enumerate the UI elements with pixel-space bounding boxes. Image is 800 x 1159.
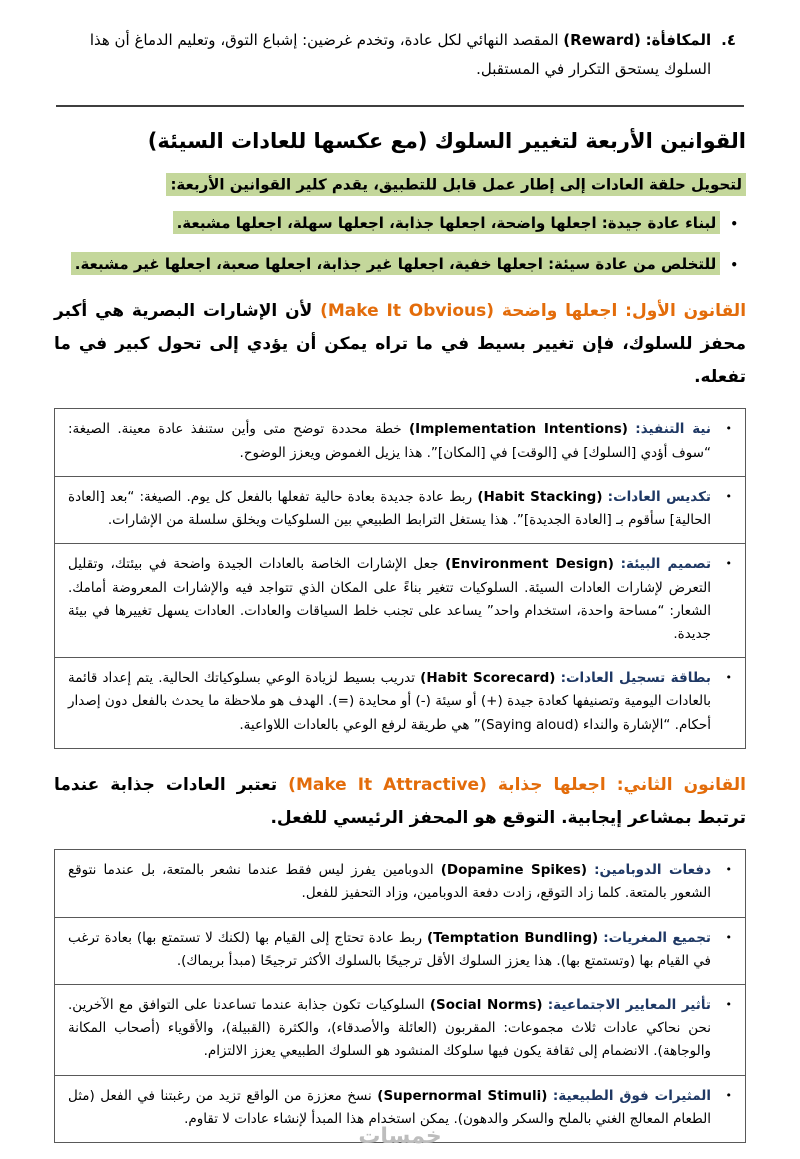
term-keyword-en: (Habit Scorecard): [420, 670, 556, 687]
term-keyword-en: (Supernormal Stimuli): [377, 1087, 548, 1104]
law1-heading: [54, 295, 746, 394]
law2-table: [54, 849, 746, 1143]
reward-term: المكافأة:: [645, 31, 712, 49]
row-text: [68, 927, 711, 973]
table-row: [55, 850, 745, 917]
term-keyword-en: (Environment Design): [445, 556, 614, 573]
table-row: [55, 658, 745, 748]
term-keyword-en: (Social Norms): [429, 996, 543, 1013]
term-label: المثيرات فوق الطبيعية:: [552, 1087, 712, 1104]
law2-title: القانون الثاني: اجعلها جذابة: [497, 774, 746, 795]
table-row: [55, 985, 745, 1076]
bullet-icon: •: [725, 489, 732, 503]
bad-habit-rule: للتخلص من عادة سيئة: اجعلها خفية، اجعلها غير جذابة، اجعلها صعبة، اجعلها غير مشبعة.: [71, 252, 721, 275]
term-keyword-en: (Implementation Intentions): [409, 421, 628, 438]
khamsat-watermark: خمسات: [358, 1124, 442, 1149]
section-divider: [56, 105, 744, 107]
table-row: [55, 918, 745, 985]
bullet-icon: •: [725, 930, 732, 944]
table-row: [55, 409, 745, 476]
bullet-icon: •: [725, 997, 732, 1011]
list-item-good-habit: [54, 211, 746, 234]
row-text: [68, 994, 711, 1064]
term-label: بطاقة تسجيل العادات:: [560, 670, 711, 687]
term-label: دفعات الدوبامين:: [594, 862, 711, 879]
table-row: [55, 477, 745, 544]
law2-keyword-en: (Make It Attractive): [288, 774, 487, 795]
bullet-icon: •: [725, 1088, 732, 1102]
term-description: خطة محددة توضح متى وأين ستنفذ عادة معينة. الصيغة: “سوف أؤدي [السلوك] في [الوقت] في [المكان]”. هذا يزيل الغموض ويعزز الوضوح.: [68, 421, 711, 461]
intro-highlight: لتحويل حلقة العادات إلى إطار عمل قابل للتطبيق، يقدم كلير القوانين الأربعة:: [166, 173, 746, 196]
term-description: السلوكيات تكون جذابة عندما تساعدنا على التوافق مع الآخرين. نحن نحاكي عادات ثلاث مجموعات: المقربون (العائلة والأصدقاء)، والكثرة (القبيلة)، والأقوياء (أصحاب المكانة والوجاهة). الانضمام إلى ثقافة يكون فيها سلوكك المنشود هو السلوك الطبيعي يعزز الالتزام.: [68, 996, 711, 1060]
law2-heading: [54, 769, 746, 835]
law1-table: [54, 408, 746, 748]
good-habit-rule: لبناء عادة جيدة: اجعلها واضحة، اجعلها جذابة، اجعلها سهلة، اجعلها مشبعة.: [173, 211, 721, 234]
four-laws-summary-list: [54, 211, 746, 275]
law1-title: القانون الأول: اجعلها واضحة: [501, 301, 747, 321]
term-description: ربط عادة جديدة بعادة حالية تفعلها بالفعل كل يوم. الصيغة: “بعد [العادة الحالية] سأقوم بـ [العادة الجديدة]”. هذا يستغل الترابط الطبيعي بين السلوكيات ويخلق سلسلة من الإشارات.: [68, 488, 711, 529]
term-description: ربط عادة تحتاج إلى القيام بها (لكنك لا تستمتع بها) بعادة ترغب في القيام بها (وتستمتع بها). هذا يعزز السلوك الأقل ترجيحًا بالسلوك الأكثر ترجيحًا (مبدأ بريماك).: [68, 929, 711, 969]
term-label: تجميع المغريات:: [603, 929, 712, 946]
reward-paragraph: [54, 26, 711, 83]
term-keyword-en: (Habit Stacking): [477, 488, 603, 505]
law1-keyword-en: (Make It Obvious): [320, 301, 495, 321]
reward-description: المقصد النهائي لكل عادة، وتخدم غرضين: إشباع التوق، وتعليم الدماغ أن هذا السلوك يستحق التكرار في المستقبل.: [89, 31, 712, 78]
item-number: ٤.: [721, 31, 736, 49]
row-text: [68, 418, 711, 464]
term-description: تدريب بسيط لزيادة الوعي بسلوكياتك الحالية. يتم إعداد قائمة بالعادات اليومية وتصنيفها كعادة جيدة (+) أو سيئة (-) أو محايدة (=). الهدف هو ملاحظة ما يحدث بالفعل دون إصدار أحكام. “الإشارة والنداء (Saying aloud)” هي طريقة لرفع الوعي بالعادات اللاواعية.: [68, 670, 711, 733]
term-label: تأثير المعايير الاجتماعية:: [547, 996, 711, 1013]
table-row: [55, 544, 745, 658]
bullet-icon: •: [730, 257, 738, 272]
row-text: [68, 553, 711, 646]
law2-subtitle: تعتبر العادات جذابة عندما ترتبط بمشاعر إيجابية. التوقع هو المحفز الرئيسي للفعل.: [54, 774, 746, 828]
row-text: [68, 486, 711, 532]
term-description: نسخ معززة من الواقع تزيد من رغبتنا في الفعل (مثل الطعام المعالج الغني بالملح والسكر والدهون). يمكن استخدام هذا المبدأ لإنشاء عادات لا تقاوم.: [68, 1087, 711, 1127]
term-keyword-en: (Temptation Bundling): [426, 929, 599, 946]
term-description: الدوبامين يفرز ليس فقط عندما نشعر بالمتعة، بل عندما نتوقع الشعور بالمتعة. كلما زاد التوقع، زادت دفعة الدوبامين، وزاد التحفيز للفعل.: [68, 862, 711, 902]
term-label: تصميم البيئة:: [620, 556, 712, 573]
term-description: جعل الإشارات الخاصة بالعادات الجيدة واضحة في بيئتك، وتقليل التعرض لإشارات العادات السيئة. السلوكيات تتغير بناءً على المكان الذي تتواجد فيه والإشارات المعروضة أمامك. الشعار: “مساحة واحدة، استخدام واحد” يساعد على تجنب خلط السياقات والعادات. العادات يسهل تغييرها في بيئة جديدة.: [68, 556, 711, 642]
term-label: نية التنفيذ:: [635, 421, 711, 438]
law1-subtitle: لأن الإشارات البصرية هي أكبر محفز للسلوك، فإن تغيير بسيط في ما تراه يمكن أن يؤدي إلى تحول كبير في ما تفعله.: [54, 301, 746, 388]
reward-keyword-en: (Reward): [563, 31, 641, 49]
bullet-icon: •: [725, 422, 732, 436]
bullet-icon: •: [730, 216, 738, 231]
row-text: [68, 859, 711, 905]
term-label: تكديس العادات:: [607, 488, 711, 505]
bullet-icon: •: [725, 863, 732, 877]
term-keyword-en: (Dopamine Spikes): [440, 862, 588, 879]
list-item-bad-habit: [54, 252, 746, 275]
bullet-icon: •: [725, 557, 732, 571]
main-heading: القوانين الأربعة لتغيير السلوك (مع عكسها للعادات السيئة): [147, 129, 746, 153]
intro-line: [54, 175, 746, 193]
row-text: [68, 667, 711, 737]
bullet-icon: •: [725, 671, 732, 685]
reward-list-item: [54, 26, 746, 83]
